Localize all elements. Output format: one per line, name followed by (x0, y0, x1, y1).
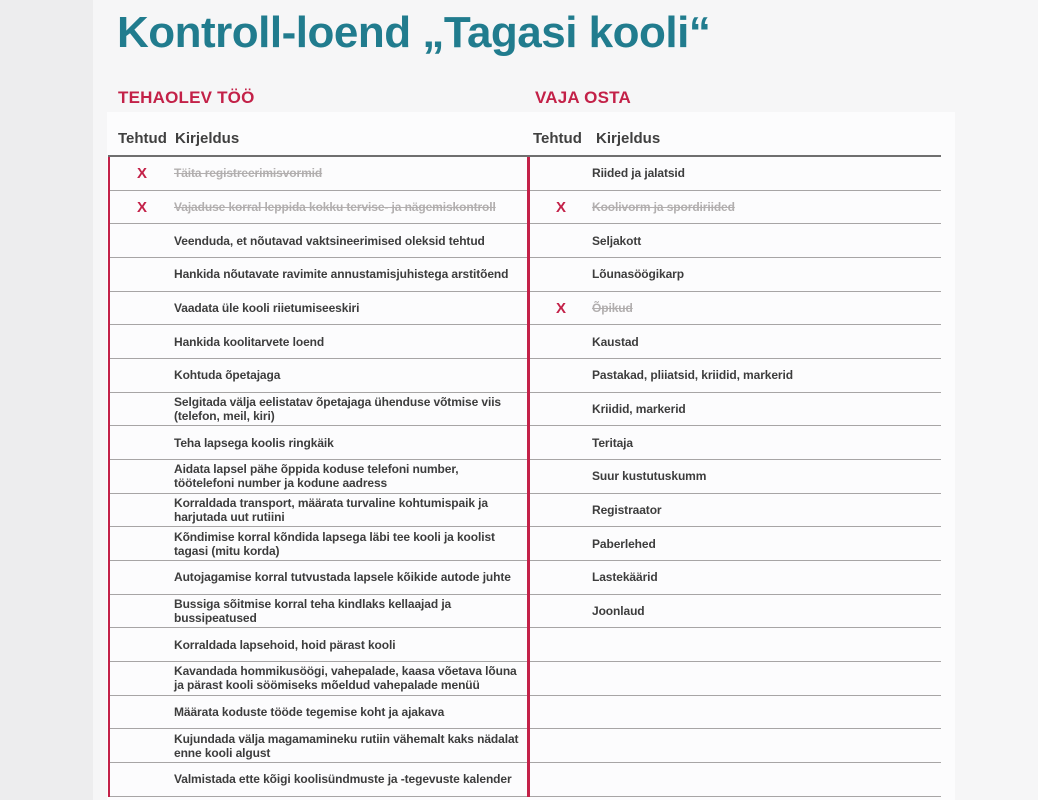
item-text: Korraldada transport, määrata turvaline kohtumispaik ja harjutada uut rutiini (174, 496, 488, 525)
column-header-description-right: Kirjeldus (596, 130, 661, 147)
checklist-row (110, 763, 527, 797)
item-text: Hankida koolitarvete loend (174, 334, 325, 349)
item-text: Täita registreerimisvormid (174, 166, 323, 181)
todo-table (108, 157, 530, 797)
item-text: Määrata koduste tööde tegemise koht ja ajakava (174, 705, 445, 720)
page-title: Kontroll-loend „Tagasi kooli“ (117, 8, 711, 57)
buy-table (530, 157, 941, 797)
item-text: Selgitada välja eelistatav õpetajaga ühenduse võtmise viis (telefon, meil, kiri) (174, 395, 502, 424)
checklist-row (110, 426, 527, 460)
item-text: Teha lapsega koolis ringkäik (174, 435, 334, 450)
checklist-row (110, 157, 527, 191)
checklist-row (530, 662, 941, 696)
checklist-row (110, 595, 527, 629)
item-text: Kavandada hommikusöögi, vahepalade, kaasa võetava lõuna ja pärast kooli söömiseks mõeldud vahepalade menüü (174, 664, 517, 693)
checklist-row (530, 258, 941, 292)
item-text: Joonlaud (592, 604, 645, 619)
done-mark-cell[interactable]: X (136, 198, 147, 216)
checklist-row (530, 494, 941, 528)
item-text: Riided ja jalatsid (592, 166, 685, 181)
checklist-row (530, 426, 941, 460)
item-text: Kaustad (592, 334, 639, 349)
item-text: Suur kustutuskumm (592, 469, 707, 484)
checklist-row (530, 359, 941, 393)
item-text: Kriidid, markerid (592, 402, 686, 417)
item-text: Kujundada välja magamamineku rutiin vähemalt kaks nädalat enne kooli algust (174, 731, 519, 760)
column-header-description-left: Kirjeldus (175, 130, 240, 147)
checklist-row (110, 527, 527, 561)
checklist-row (530, 628, 941, 662)
item-text: Autojagamise korral tutvustada lapsele kõikide autode juhte (174, 570, 511, 585)
checklist-row (110, 359, 527, 393)
checklist-row (110, 325, 527, 359)
checklist-row (110, 460, 527, 494)
item-text: Hankida nõutavate ravimite annustamisjuhistega arstitõend (174, 267, 509, 282)
item-text: Lastekäärid (592, 570, 658, 585)
item-text: Kohtuda õpetajaga (174, 368, 281, 383)
item-text: Koolivorm ja spordiriided (592, 200, 735, 214)
checklist-row (110, 696, 527, 730)
item-text: Veenduda, et nõutavad vaktsineerimised oleksid tehtud (174, 233, 485, 248)
checklist-row (110, 729, 527, 763)
checklist-row (110, 628, 527, 662)
item-text: Kõndimise korral kõndida lapsega läbi tee kooli ja koolist tagasi (mitu korda) (174, 529, 495, 558)
done-mark-cell[interactable]: X (555, 198, 566, 216)
checklist-row (530, 527, 941, 561)
section-heading-todo: TEHAOLEV TÖÖ (118, 88, 255, 107)
checklist-tables (108, 155, 941, 797)
done-mark-cell[interactable]: X (555, 299, 566, 317)
checklist-row (110, 494, 527, 528)
item-text: Bussiga sõitmise korral teha kindlaks kellaajad ja bussipeatused (174, 597, 452, 626)
checklist-row (530, 325, 941, 359)
column-header-done-left: Tehtud (118, 130, 167, 147)
checklist-row (530, 561, 941, 595)
item-text: Vaadata üle kooli riietumiseeskiri (174, 301, 360, 316)
checklist-row (110, 258, 527, 292)
checklist-row (530, 729, 941, 763)
item-text: Seljakott (592, 233, 642, 248)
item-text: Aidata lapsel pähe õppida koduse telefoni number, töötelefoni number ja kodune aadress (174, 462, 459, 491)
checklist-row (110, 224, 527, 258)
checklist-row (530, 763, 941, 797)
item-text: Paberlehed (592, 536, 656, 551)
done-mark-cell[interactable]: X (136, 164, 147, 182)
section-heading-buy: VAJA OSTA (535, 88, 631, 107)
checklist-row (110, 662, 527, 696)
item-text: Pastakad, pliiatsid, kriidid, markerid (592, 368, 793, 383)
checklist-row (530, 224, 941, 258)
item-text: Vajaduse korral leppida kokku tervise- ja nägemiskontroll (174, 200, 496, 214)
item-text: Korraldada lapsehoid, hoid pärast kooli (174, 637, 396, 652)
checklist-row (530, 696, 941, 730)
checklist-row (530, 393, 941, 427)
checklist-row (110, 191, 527, 225)
checklist-row (530, 595, 941, 629)
column-header-done-right: Tehtud (533, 130, 582, 147)
checklist-row (110, 393, 527, 427)
item-text: Registraator (592, 503, 662, 518)
item-text: Õpikud (592, 301, 633, 316)
item-text: Teritaja (592, 435, 633, 450)
item-text: Valmistada ette kõigi koolisündmuste ja -tegevuste kalender (174, 772, 512, 787)
item-text: Lõunasöögikarp (592, 267, 684, 282)
checklist-row (530, 157, 941, 191)
checklist-row (110, 561, 527, 595)
checklist-row (110, 292, 527, 326)
checklist-row (530, 460, 941, 494)
checklist-row (530, 292, 941, 326)
checklist-row (530, 191, 941, 225)
